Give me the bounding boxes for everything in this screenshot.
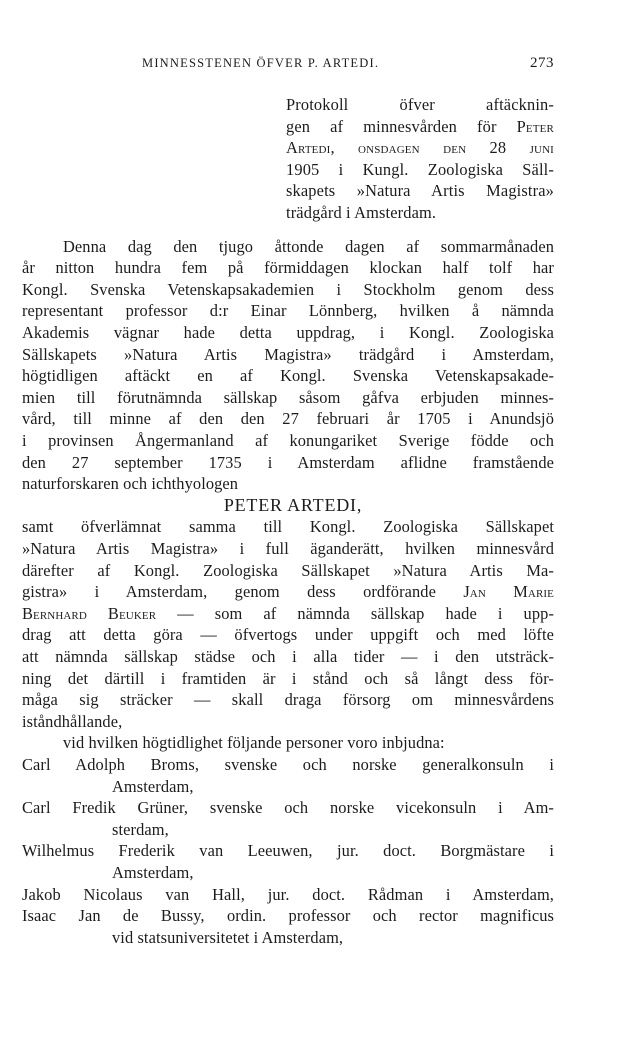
protocol-line-3-text: Artedi, onsdagen den 28 juni [286,138,554,158]
page-number: 273 [530,55,554,71]
paragraph2-line-2: »Natura Artis Magistra» i full äganderätt, hvilken minnesvård [22,539,554,559]
person-5-line-2: vid statsuniversitetet i Amsterdam, [112,927,344,947]
paragraph1-line-10: i provinsen Ångermanland af konungariket Sverige födde och [22,430,554,450]
main-text [22,236,554,949]
name-bernhard-beuker: Bernhard Beuker [22,603,157,623]
paragraph1-line-8: mien till förutnämnda sällskap såsom gåfva erbjuden minnes- [22,387,554,407]
paragraph2-line-3: därefter af Kongl. Zoologiska Sällskapet »Natura Artis Ma- [22,560,554,580]
protocol-line-2 [286,116,554,138]
protocol-line-4: 1905 i Kungl. Zoologiska Säll- [286,159,554,179]
person-5-line-1: Isaac Jan de Bussy, ordin. professor och rector magnificus [22,906,554,926]
paragraph1-line-4: representant professor d:r Einar Lönnberg, hvilken å nämnda [22,301,554,321]
paragraph1-line-3: Kongl. Svenska Vetenskapsakademien i Stockholm genom dess [22,279,554,299]
protocol-line-2-text: gen af minnesvården för [286,116,497,136]
person-3-line-2: Amsterdam, [112,862,194,882]
paragraph2-line-4 [22,581,554,603]
protocol-line-5: skapets »Natura Artis Magistra» [286,181,554,201]
paragraph2-line-4-text: gistra» i Amsterdam, genom dess ordförande [22,582,436,602]
paragraph2-line-8: ning det därtill i framtiden är i stånd och så långt dess för- [22,668,554,688]
name-jan-marie: Jan Marie [463,582,554,602]
invited-intro: vid hvilken högtidlighet följande personer voro inbjudna: [63,733,445,753]
page-header [22,50,554,72]
paragraph2-line-9: måga sig sträcker — skall draga försorg om minnesvårdens [22,690,554,710]
person-2-line-2: sterdam, [112,819,169,839]
paragraph1-line-9: vård, till minne af den den 27 februari år 1705 i Anundsjö [22,409,554,429]
paragraph1-line-12: naturforskaren och ichthyologen [22,474,239,494]
paragraph2-line-6: drag att detta göra — öfvertogs under uppgift och med löfte [22,625,554,645]
paragraph2-line-1: samt öfverlämnat samma till Kongl. Zoologiska Sällskapet [22,517,554,537]
paragraph1-line-2: år nitton hundra fem på förmiddagen klockan half tolf har [22,258,554,278]
centered-name-peter-artedi: PETER ARTEDI, [223,494,363,515]
protocol-line-3 [286,137,554,159]
paragraph2-line-5 [22,603,554,625]
running-title: MINNESSTENEN ÖFVER P. ARTEDI. [142,56,380,70]
protocol-line-1: Protokoll öfver aftäcknin- [286,95,554,114]
protocol-line-6: trädgård i Amsterdam. [286,202,437,222]
paragraph2-line-7: att nämnda sällskap städse och i alla tider — i den utsträck- [22,647,554,667]
paragraph2-line-10: iståndhållande, [22,711,123,731]
person-1-line-1: Carl Adolph Broms, svenske och norske generalkonsuln i [22,755,554,775]
paragraph1-line-11: den 27 september 1735 i Amsterdam aflidne framstående [22,452,554,472]
paragraph1-line-6: Sällskapets »Natura Artis Magistra» trädgård i Amsterdam, [22,344,554,364]
person-2-line-1: Carl Fredik Grüner, svenske och norske vicekonsuln i Am- [22,798,554,818]
paragraph1-line-5: Akademis vägnar hade detta uppdrag, i Kongl. Zoologiska [22,322,554,342]
protocol-name-peter: Peter [516,116,554,136]
person-1-line-2: Amsterdam, [112,776,194,796]
person-4-line-1: Jakob Nicolaus van Hall, jur. doct. Rådman i Amsterdam, [22,884,554,904]
protocol-heading [286,94,554,224]
person-3-line-1: Wilhelmus Frederik van Leeuwen, jur. doct. Borgmästare i [22,841,554,861]
book-page [22,50,554,948]
paragraph1-line-7: högtidligen aftäckt en af Kongl. Svenska Vetenskapsakade- [22,366,554,386]
paragraph2-line-5-text: — som af nämnda sällskap hade i upp- [177,603,555,623]
paragraph1-line-1: Denna dag den tjugo åttonde dagen af sommarmånaden [63,236,554,256]
